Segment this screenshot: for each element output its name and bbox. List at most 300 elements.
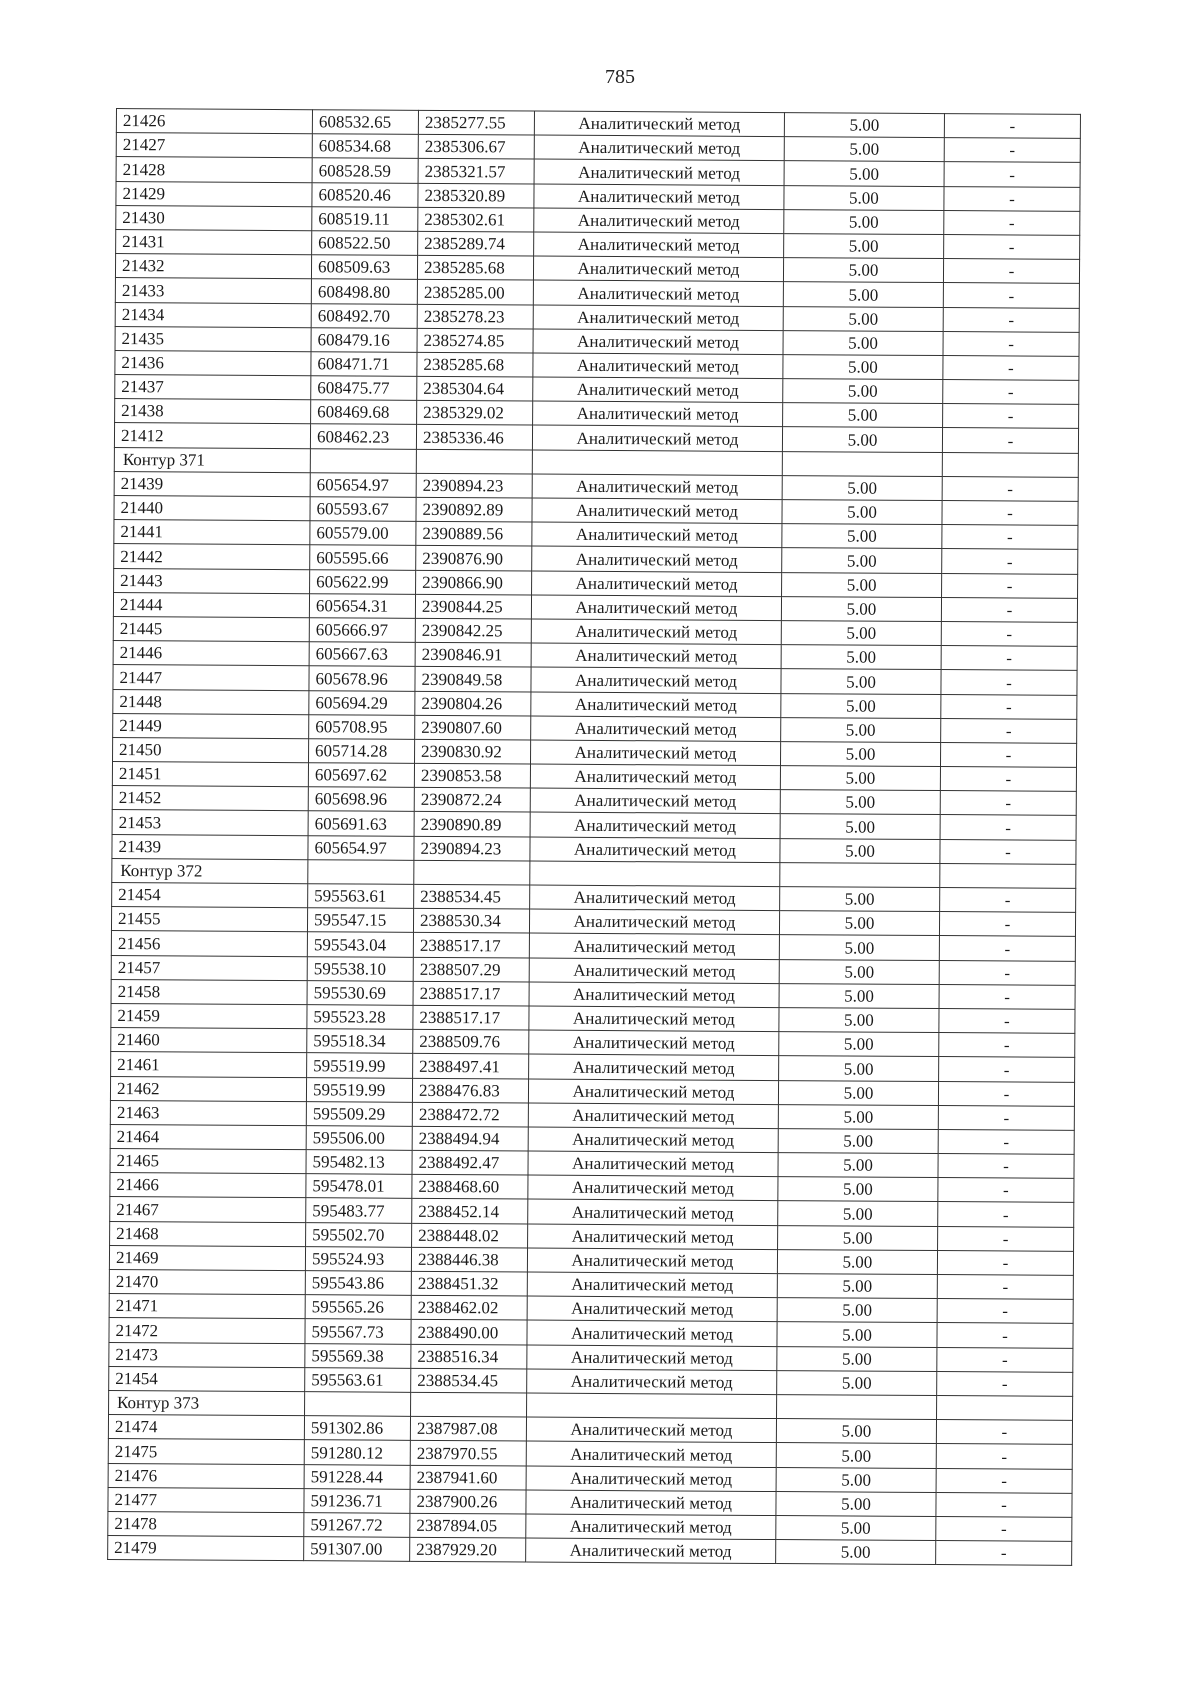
- note-cell: [937, 1395, 1073, 1420]
- accuracy-cell: 5.00: [779, 959, 939, 984]
- note-cell: -: [943, 355, 1079, 380]
- note-cell: -: [939, 1033, 1075, 1058]
- accuracy-cell: 5.00: [781, 669, 941, 694]
- x-coordinate-cell: 595478.01: [306, 1174, 412, 1199]
- x-coordinate-cell: 605678.96: [309, 666, 415, 691]
- accuracy-cell: 5.00: [780, 766, 940, 791]
- method-cell: Аналитический метод: [526, 1441, 776, 1467]
- method-cell: Аналитический метод: [530, 812, 780, 838]
- y-coordinate-cell: 2385302.61: [418, 207, 534, 232]
- method-cell: Аналитический метод: [533, 305, 783, 331]
- note-cell: -: [937, 1299, 1073, 1324]
- point-id-cell: 21429: [116, 181, 312, 206]
- x-coordinate-cell: 595523.28: [307, 1005, 413, 1030]
- accuracy-cell: 5.00: [782, 548, 942, 573]
- accuracy-cell: 5.00: [781, 596, 941, 621]
- accuracy-cell: 5.00: [779, 911, 939, 936]
- point-id-cell: 21430: [116, 205, 312, 230]
- method-cell: Аналитический метод: [528, 1151, 778, 1177]
- point-id-cell: 21478: [108, 1511, 304, 1536]
- accuracy-cell: 5.00: [781, 645, 941, 670]
- method-cell: Аналитический метод: [534, 111, 784, 137]
- method-cell: Аналитический метод: [532, 522, 782, 548]
- y-coordinate-cell: 2390804.26: [415, 691, 531, 716]
- accuracy-cell: 5.00: [781, 717, 941, 742]
- note-cell: -: [943, 307, 1079, 332]
- method-cell: Аналитический метод: [527, 1369, 777, 1395]
- y-coordinate-cell: 2385289.74: [418, 231, 534, 256]
- y-coordinate-cell: 2385278.23: [417, 304, 533, 329]
- x-coordinate-cell: 605698.96: [308, 787, 414, 812]
- x-coordinate-cell: 605593.67: [310, 497, 416, 522]
- point-id-cell: 21434: [115, 302, 311, 327]
- note-cell: -: [939, 912, 1075, 937]
- y-coordinate-cell: 2388494.94: [412, 1126, 528, 1151]
- point-id-cell: 21432: [115, 254, 311, 279]
- y-coordinate-cell: 2390872.24: [414, 788, 530, 813]
- y-coordinate-cell: 2388497.41: [413, 1054, 529, 1079]
- method-cell: Аналитический метод: [529, 1030, 779, 1056]
- accuracy-cell: 5.00: [783, 403, 943, 428]
- point-id-cell: 21446: [113, 641, 309, 666]
- coordinates-table: [107, 108, 1081, 1566]
- y-coordinate-cell: 2385285.00: [417, 280, 533, 305]
- accuracy-cell: 5.00: [779, 1032, 939, 1057]
- note-cell: -: [936, 1444, 1072, 1469]
- x-coordinate-cell: 605666.97: [309, 618, 415, 643]
- x-coordinate-cell: 595506.00: [306, 1126, 412, 1151]
- note-cell: -: [943, 380, 1079, 405]
- y-coordinate-cell: 2387929.20: [410, 1537, 526, 1562]
- y-coordinate-cell: 2388516.34: [411, 1344, 527, 1369]
- contour-label: Контур 372: [112, 858, 308, 883]
- point-id-cell: 21458: [111, 979, 307, 1004]
- note-cell: -: [938, 1154, 1074, 1179]
- note-cell: -: [944, 210, 1080, 235]
- x-coordinate-cell: 608498.80: [311, 279, 417, 304]
- note-cell: -: [937, 1275, 1073, 1300]
- method-cell: Аналитический метод: [531, 595, 781, 621]
- x-coordinate-cell: 605654.97: [308, 835, 414, 860]
- note-cell: -: [940, 839, 1076, 864]
- method-cell: Аналитический метод: [530, 837, 780, 863]
- y-coordinate-cell: 2388490.00: [411, 1320, 527, 1345]
- point-id-cell: 21474: [108, 1415, 304, 1440]
- point-id-cell: 21466: [110, 1173, 306, 1198]
- x-coordinate-cell: 595482.13: [306, 1150, 412, 1175]
- method-cell: Аналитический метод: [531, 643, 781, 669]
- x-coordinate-cell: 595569.38: [305, 1343, 411, 1368]
- accuracy-cell: [782, 451, 942, 476]
- accuracy-cell: 5.00: [778, 1177, 938, 1202]
- point-id-cell: 21475: [108, 1439, 304, 1464]
- y-coordinate-cell: 2388462.02: [411, 1296, 527, 1321]
- x-coordinate-cell: 608471.71: [311, 352, 417, 377]
- point-id-cell: 21464: [110, 1124, 306, 1149]
- note-cell: -: [942, 476, 1078, 501]
- point-id-cell: 21477: [108, 1487, 304, 1512]
- x-coordinate-cell: 595563.61: [305, 1367, 411, 1392]
- accuracy-cell: 5.00: [779, 1056, 939, 1081]
- method-cell: Аналитический метод: [529, 1006, 779, 1032]
- point-id-cell: 21469: [109, 1245, 305, 1270]
- note-cell: -: [943, 283, 1079, 308]
- y-coordinate-cell: 2388468.60: [412, 1175, 528, 1200]
- x-coordinate-cell: 608462.23: [310, 424, 416, 449]
- method-cell: Аналитический метод: [527, 1296, 777, 1322]
- contour-label: Контур 373: [109, 1390, 305, 1415]
- point-id-cell: 21439: [114, 471, 310, 496]
- accuracy-cell: 5.00: [784, 113, 944, 138]
- note-cell: -: [939, 960, 1075, 985]
- x-coordinate-cell: 608520.46: [312, 182, 418, 207]
- point-id-cell: 21439: [112, 834, 308, 859]
- point-id-cell: 21431: [116, 229, 312, 254]
- note-cell: -: [941, 646, 1077, 671]
- note-cell: -: [936, 1516, 1072, 1541]
- method-cell: Аналитический метод: [534, 208, 784, 234]
- method-cell: Аналитический метод: [526, 1417, 776, 1443]
- x-coordinate-cell: 605697.62: [308, 763, 414, 788]
- y-coordinate-cell: 2390846.91: [415, 642, 531, 667]
- accuracy-cell: 5.00: [780, 838, 940, 863]
- note-cell: -: [940, 888, 1076, 913]
- point-id-cell: 21441: [114, 520, 310, 545]
- accuracy-cell: 5.00: [780, 814, 940, 839]
- method-cell: Аналитический метод: [532, 498, 782, 524]
- x-coordinate-cell: 595509.29: [306, 1101, 412, 1126]
- y-coordinate-cell: 2390866.90: [416, 570, 532, 595]
- y-coordinate-cell: 2388534.45: [414, 884, 530, 909]
- accuracy-cell: 5.00: [782, 475, 942, 500]
- y-coordinate-cell: 2390892.89: [416, 497, 532, 522]
- accuracy-cell: 5.00: [777, 1322, 937, 1347]
- method-cell: [530, 861, 780, 887]
- method-cell: Аналитический метод: [526, 1466, 776, 1492]
- point-id-cell: 21452: [112, 786, 308, 811]
- note-cell: -: [936, 1492, 1072, 1517]
- point-id-cell: 21465: [110, 1149, 306, 1174]
- y-coordinate-cell: [414, 860, 530, 885]
- accuracy-cell: 5.00: [781, 693, 941, 718]
- note-cell: -: [942, 428, 1078, 453]
- table-row: [108, 1536, 1072, 1566]
- point-id-cell: 21437: [115, 375, 311, 400]
- y-coordinate-cell: 2388534.45: [411, 1368, 527, 1393]
- y-coordinate-cell: 2390894.23: [414, 836, 530, 861]
- method-cell: Аналитический метод: [526, 1538, 776, 1564]
- y-coordinate-cell: 2390842.25: [415, 618, 531, 643]
- y-coordinate-cell: [411, 1392, 527, 1417]
- method-cell: Аналитический метод: [529, 958, 779, 984]
- x-coordinate-cell: 605654.31: [309, 593, 415, 618]
- accuracy-cell: 5.00: [777, 1298, 937, 1323]
- x-coordinate-cell: 595502.70: [306, 1222, 412, 1247]
- note-cell: -: [938, 1202, 1074, 1227]
- accuracy-cell: [777, 1394, 937, 1419]
- method-cell: Аналитический метод: [533, 280, 783, 306]
- x-coordinate-cell: 591228.44: [304, 1464, 410, 1489]
- point-id-cell: 21450: [113, 737, 309, 762]
- x-coordinate-cell: 591302.86: [304, 1416, 410, 1441]
- accuracy-cell: 5.00: [783, 282, 943, 307]
- method-cell: Аналитический метод: [532, 571, 782, 597]
- y-coordinate-cell: 2385285.68: [417, 255, 533, 280]
- accuracy-cell: 5.00: [783, 354, 943, 379]
- contour-label: Контур 371: [114, 447, 310, 472]
- x-coordinate-cell: 595567.73: [305, 1319, 411, 1344]
- x-coordinate-cell: 605654.97: [310, 473, 416, 498]
- accuracy-cell: 5.00: [783, 330, 943, 355]
- x-coordinate-cell: 608492.70: [311, 303, 417, 328]
- accuracy-cell: 5.00: [778, 1128, 938, 1153]
- point-id-cell: 21462: [110, 1076, 306, 1101]
- point-id-cell: 21473: [109, 1342, 305, 1367]
- x-coordinate-cell: 608519.11: [312, 206, 418, 231]
- y-coordinate-cell: 2387941.60: [410, 1465, 526, 1490]
- note-cell: -: [939, 1057, 1075, 1082]
- x-coordinate-cell: 605694.29: [309, 690, 415, 715]
- note-cell: -: [938, 1105, 1074, 1130]
- x-coordinate-cell: 608528.59: [312, 158, 418, 183]
- x-coordinate-cell: 605708.95: [309, 714, 415, 739]
- x-coordinate-cell: 595543.04: [307, 932, 413, 957]
- method-cell: Аналитический метод: [532, 425, 782, 451]
- y-coordinate-cell: 2390807.60: [415, 715, 531, 740]
- point-id-cell: 21444: [113, 592, 309, 617]
- method-cell: Аналитический метод: [533, 329, 783, 355]
- accuracy-cell: 5.00: [782, 524, 942, 549]
- point-id-cell: 21459: [111, 1003, 307, 1028]
- y-coordinate-cell: 2387987.08: [410, 1416, 526, 1441]
- y-coordinate-cell: 2385277.55: [418, 110, 534, 135]
- point-id-cell: 21443: [114, 568, 310, 593]
- accuracy-cell: 5.00: [779, 935, 939, 960]
- accuracy-cell: 5.00: [784, 185, 944, 210]
- method-cell: Аналитический метод: [527, 1272, 777, 1298]
- note-cell: -: [936, 1468, 1072, 1493]
- accuracy-cell: 5.00: [778, 1104, 938, 1129]
- accuracy-cell: 5.00: [779, 983, 939, 1008]
- note-cell: -: [941, 621, 1077, 646]
- y-coordinate-cell: 2388476.83: [412, 1078, 528, 1103]
- method-cell: Аналитический метод: [528, 1103, 778, 1129]
- x-coordinate-cell: [305, 1392, 411, 1417]
- point-id-cell: 21471: [109, 1294, 305, 1319]
- accuracy-cell: 5.00: [780, 887, 940, 912]
- y-coordinate-cell: 2388472.72: [412, 1102, 528, 1127]
- point-id-cell: 21467: [110, 1197, 306, 1222]
- y-coordinate-cell: 2388517.17: [413, 1005, 529, 1030]
- x-coordinate-cell: 608532.65: [312, 110, 418, 135]
- point-id-cell: 21468: [110, 1221, 306, 1246]
- point-id-cell: 21449: [113, 713, 309, 738]
- method-cell: Аналитический метод: [533, 377, 783, 403]
- accuracy-cell: 5.00: [778, 1153, 938, 1178]
- x-coordinate-cell: 608479.16: [311, 327, 417, 352]
- x-coordinate-cell: 595483.77: [306, 1198, 412, 1223]
- note-cell: -: [942, 573, 1078, 598]
- accuracy-cell: 5.00: [777, 1249, 937, 1274]
- method-cell: Аналитический метод: [530, 740, 780, 766]
- point-id-cell: 21476: [108, 1463, 304, 1488]
- y-coordinate-cell: 2388507.29: [413, 957, 529, 982]
- method-cell: Аналитический метод: [528, 1199, 778, 1225]
- x-coordinate-cell: 608534.68: [312, 134, 418, 159]
- note-cell: -: [941, 597, 1077, 622]
- accuracy-cell: [780, 862, 940, 887]
- method-cell: Аналитический метод: [532, 474, 782, 500]
- point-id-cell: 21470: [109, 1269, 305, 1294]
- accuracy-cell: 5.00: [778, 1080, 938, 1105]
- method-cell: Аналитический метод: [534, 232, 784, 258]
- note-cell: -: [937, 1371, 1073, 1396]
- note-cell: -: [938, 1081, 1074, 1106]
- accuracy-cell: 5.00: [777, 1346, 937, 1371]
- x-coordinate-cell: [310, 448, 416, 473]
- method-cell: Аналитический метод: [531, 716, 781, 742]
- method-cell: Аналитический метод: [529, 1054, 779, 1080]
- y-coordinate-cell: 2388517.17: [413, 981, 529, 1006]
- x-coordinate-cell: 608522.50: [312, 231, 418, 256]
- accuracy-cell: 5.00: [780, 741, 940, 766]
- method-cell: Аналитический метод: [534, 159, 784, 185]
- x-coordinate-cell: 608509.63: [311, 255, 417, 280]
- accuracy-cell: 5.00: [783, 379, 943, 404]
- y-coordinate-cell: 2387970.55: [410, 1441, 526, 1466]
- note-cell: -: [944, 234, 1080, 259]
- point-id-cell: 21436: [115, 350, 311, 375]
- method-cell: Аналитический метод: [529, 933, 779, 959]
- y-coordinate-cell: 2390853.58: [414, 763, 530, 788]
- y-coordinate-cell: 2385329.02: [417, 401, 533, 426]
- x-coordinate-cell: 595519.99: [306, 1077, 412, 1102]
- accuracy-cell: 5.00: [784, 161, 944, 186]
- method-cell: Аналитический метод: [534, 135, 784, 161]
- note-cell: -: [942, 525, 1078, 550]
- y-coordinate-cell: 2390830.92: [415, 739, 531, 764]
- y-coordinate-cell: 2385285.68: [417, 352, 533, 377]
- y-coordinate-cell: 2390844.25: [415, 594, 531, 619]
- method-cell: Аналитический метод: [527, 1248, 777, 1274]
- method-cell: Аналитический метод: [528, 1175, 778, 1201]
- point-id-cell: 21472: [109, 1318, 305, 1343]
- note-cell: -: [943, 404, 1079, 429]
- point-id-cell: 21435: [115, 326, 311, 351]
- point-id-cell: 21453: [112, 810, 308, 835]
- accuracy-cell: 5.00: [778, 1201, 938, 1226]
- y-coordinate-cell: 2385320.89: [418, 183, 534, 208]
- method-cell: Аналитический метод: [531, 619, 781, 645]
- note-cell: -: [939, 1008, 1075, 1033]
- point-id-cell: 21456: [111, 931, 307, 956]
- x-coordinate-cell: 591280.12: [304, 1440, 410, 1465]
- y-coordinate-cell: 2385321.57: [418, 159, 534, 184]
- accuracy-cell: 5.00: [776, 1443, 936, 1468]
- page-number: 785: [605, 66, 635, 88]
- x-coordinate-cell: 605622.99: [310, 569, 416, 594]
- y-coordinate-cell: 2390889.56: [416, 522, 532, 547]
- accuracy-cell: 5.00: [784, 234, 944, 259]
- accuracy-cell: 5.00: [776, 1419, 936, 1444]
- x-coordinate-cell: 591267.72: [304, 1513, 410, 1538]
- note-cell: -: [942, 501, 1078, 526]
- accuracy-cell: 5.00: [776, 1515, 936, 1540]
- accuracy-cell: 5.00: [777, 1370, 937, 1395]
- point-id-cell: 21447: [113, 665, 309, 690]
- method-cell: Аналитический метод: [526, 1514, 776, 1540]
- point-id-cell: 21412: [114, 423, 310, 448]
- accuracy-cell: 5.00: [776, 1491, 936, 1516]
- y-coordinate-cell: 2390890.89: [414, 812, 530, 837]
- method-cell: Аналитический метод: [532, 546, 782, 572]
- method-cell: [527, 1393, 777, 1419]
- note-cell: -: [943, 259, 1079, 284]
- y-coordinate-cell: 2388446.38: [411, 1247, 527, 1272]
- note-cell: [940, 863, 1076, 888]
- note-cell: -: [940, 791, 1076, 816]
- y-coordinate-cell: 2387900.26: [410, 1489, 526, 1514]
- x-coordinate-cell: 595565.26: [305, 1295, 411, 1320]
- note-cell: -: [940, 815, 1076, 840]
- x-coordinate-cell: 595530.69: [307, 980, 413, 1005]
- accuracy-cell: 5.00: [782, 572, 942, 597]
- y-coordinate-cell: 2388517.17: [413, 933, 529, 958]
- x-coordinate-cell: 591236.71: [304, 1488, 410, 1513]
- note-cell: -: [937, 1323, 1073, 1348]
- point-id-cell: 21461: [111, 1052, 307, 1077]
- x-coordinate-cell: 608469.68: [311, 400, 417, 425]
- accuracy-cell: 5.00: [784, 209, 944, 234]
- method-cell: Аналитический метод: [533, 353, 783, 379]
- point-id-cell: 21479: [108, 1536, 304, 1561]
- y-coordinate-cell: 2385274.85: [417, 328, 533, 353]
- point-id-cell: 21426: [116, 109, 312, 134]
- note-cell: -: [942, 549, 1078, 574]
- y-coordinate-cell: [416, 449, 532, 474]
- method-cell: Аналитический метод: [531, 667, 781, 693]
- note-cell: -: [944, 162, 1080, 187]
- method-cell: Аналитический метод: [530, 885, 780, 911]
- method-cell: Аналитический метод: [528, 1079, 778, 1105]
- method-cell: Аналитический метод: [534, 184, 784, 210]
- point-id-cell: 21445: [113, 616, 309, 641]
- y-coordinate-cell: 2387894.05: [410, 1513, 526, 1538]
- note-cell: -: [937, 1250, 1073, 1275]
- accuracy-cell: 5.00: [782, 427, 942, 452]
- method-cell: Аналитический метод: [529, 982, 779, 1008]
- accuracy-cell: 5.00: [782, 500, 942, 525]
- x-coordinate-cell: 605691.63: [308, 811, 414, 836]
- method-cell: Аналитический метод: [526, 1490, 776, 1516]
- point-id-cell: 21455: [111, 907, 307, 932]
- x-coordinate-cell: 595563.61: [308, 884, 414, 909]
- y-coordinate-cell: 2388448.02: [412, 1223, 528, 1248]
- point-id-cell: 21440: [114, 495, 310, 520]
- accuracy-cell: 5.00: [783, 258, 943, 283]
- note-cell: -: [943, 331, 1079, 356]
- note-cell: -: [938, 1226, 1074, 1251]
- accuracy-cell: 5.00: [780, 790, 940, 815]
- note-cell: -: [941, 694, 1077, 719]
- point-id-cell: 21463: [110, 1100, 306, 1125]
- method-cell: Аналитический метод: [530, 788, 780, 814]
- y-coordinate-cell: 2385306.67: [418, 135, 534, 160]
- note-cell: -: [938, 1129, 1074, 1154]
- note-cell: -: [940, 767, 1076, 792]
- x-coordinate-cell: 595518.34: [307, 1029, 413, 1054]
- x-coordinate-cell: 595538.10: [307, 956, 413, 981]
